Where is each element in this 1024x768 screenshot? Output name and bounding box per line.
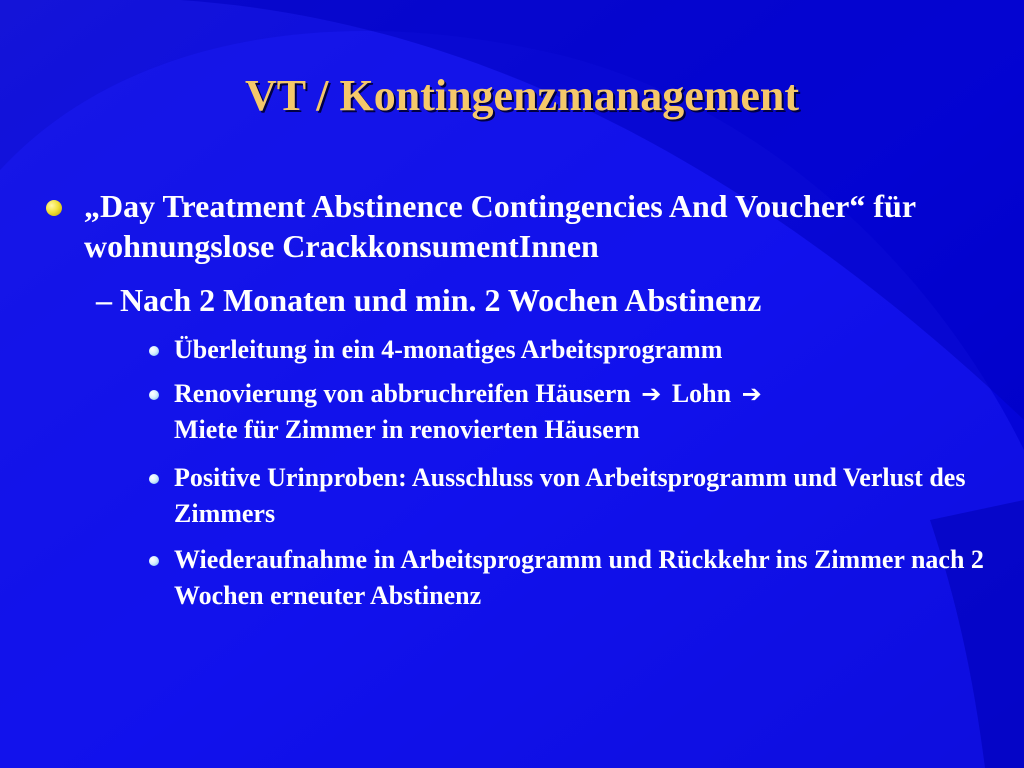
bullet-dot-icon [46, 200, 62, 216]
renovation-text: Renovierung von abbruchreifen Häusern [174, 379, 631, 408]
rent-text: Miete für Zimmer in renovierten Häusern [174, 415, 640, 444]
small-bullet-dot-icon [149, 346, 159, 356]
right-arrow-icon: ➔ [741, 380, 762, 408]
list-item-readmission: Wiederaufnahme in Arbeitsprogramm und Rückkehr ins Zimmer nach 2 Wochen erneuter Abstinenz [174, 545, 984, 610]
right-arrow-icon: ➔ [641, 380, 662, 408]
list-item-urine-tests: Positive Urinproben: Ausschluss von Arbeitsprogramm und Verlust des Zimmers [174, 463, 966, 528]
small-bullet-dot-icon [149, 390, 159, 400]
list-item-renovation [174, 376, 1004, 448]
small-bullet-dot-icon [149, 556, 159, 566]
slide-title: VT / Kontingenzmanagement [244, 71, 800, 120]
sub-bullet-two-months: – Nach 2 Monaten und min. 2 Wochen Abstinenz [96, 282, 762, 318]
list-item-work-program: Überleitung in ein 4-monatiges Arbeitsprogramm [174, 335, 723, 364]
small-bullet-dot-icon [149, 474, 159, 484]
wage-text: Lohn [671, 379, 732, 408]
bullet-day-treatment: „Day Treatment Abstinence Contingencies And Voucher“ für wohnungslose CrackkonsumentInnen [84, 188, 916, 264]
